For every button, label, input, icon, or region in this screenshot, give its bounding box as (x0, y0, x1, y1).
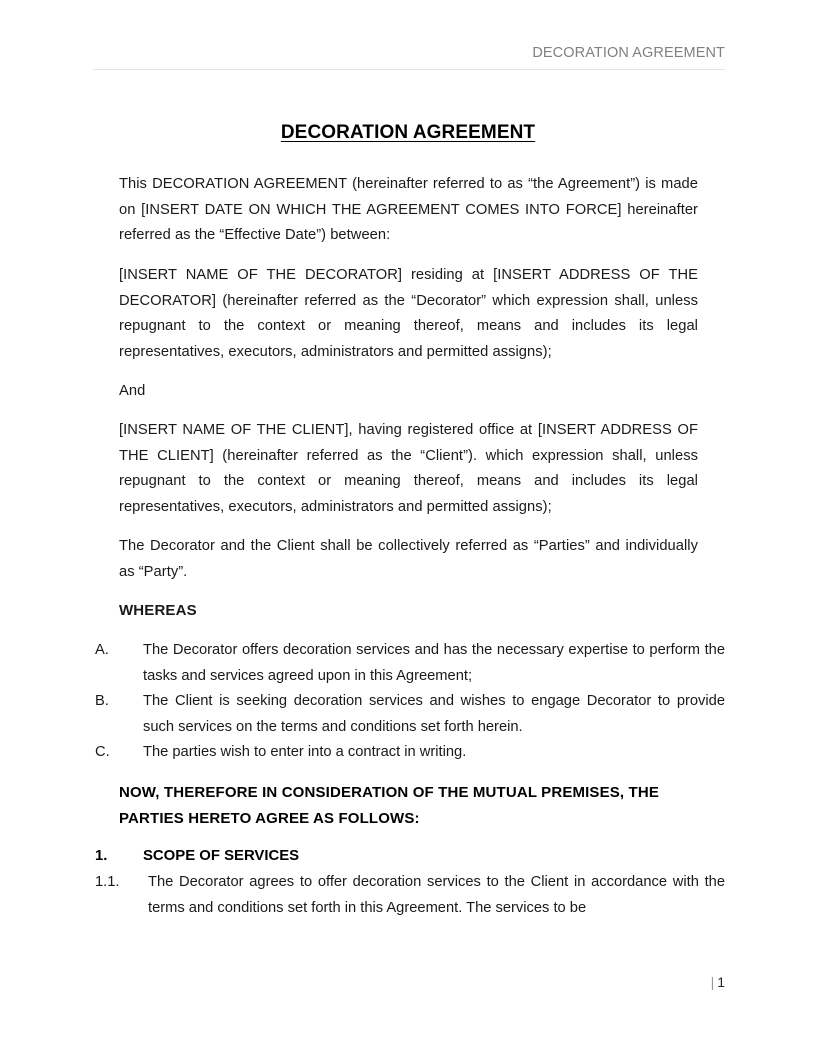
list-item-marker: A. (95, 642, 109, 658)
paragraph-client-party: [INSERT NAME OF THE CLIENT], having registered office at [INSERT ADDRESS OF THE CLIENT] (hereinafter referred as the “Client”). which expression shall, unless repugnant to the context or meaning thereof, means and includes its legal representatives, executors, administrators and permitted assigns); (119, 422, 698, 515)
section-number: 1. (95, 848, 108, 864)
page-footer (93, 972, 725, 992)
list-item-text: The parties wish to enter into a contract in writing. (143, 744, 467, 761)
clause-1-1 (95, 870, 725, 921)
paragraph-and-connector: And (119, 383, 146, 399)
whereas-heading: WHEREAS (119, 602, 197, 619)
running-header-title: DECORATION AGREEMENT (532, 45, 725, 61)
now-therefore-statement: NOW, THEREFORE IN CONSIDERATION OF THE MUTUAL PREMISES, THE PARTIES HERETO AGREE AS FOLLOWS: (119, 784, 659, 827)
list-item-marker: B. (95, 693, 109, 710)
header-divider-rule (93, 69, 725, 70)
paragraph-decorator-party: [INSERT NAME OF THE DECORATOR] residing at [INSERT ADDRESS OF THE DECORATOR] (hereinafter referred as the “Decorator” which expression shall, unless repugnant to the context or meaning thereof, means and includes its legal representatives, executors, administrators and permitted assigns); (119, 267, 698, 360)
recitals-list (95, 638, 725, 766)
document-body (0, 104, 816, 144)
page-title (0, 122, 816, 144)
footer-separator: | (710, 974, 715, 990)
footer-page-number: 1 (717, 974, 725, 990)
list-item (95, 689, 725, 740)
list-item-text: The Decorator offers decoration services and has the necessary expertise to perform the tasks and services agreed upon in this Agreement; (143, 642, 725, 684)
page-title-text: DECORATION AGREEMENT (280, 122, 536, 143)
list-item-text: The Client is seeking decoration services and wishes to engage Decorator to provide such services on the terms and conditions set forth herein. (143, 693, 725, 735)
section-title: SCOPE OF SERVICES (143, 848, 300, 864)
clause-number: 1.1. (95, 874, 120, 890)
list-item (95, 638, 725, 689)
paragraph-recital-intro: This DECORATION AGREEMENT (hereinafter referred to as “the Agreement”) is made on [INSERT DATE ON WHICH THE AGREEMENT COMES INTO FORCE] hereinafter referred as the “Effective Date”) between: (119, 176, 698, 244)
running-header (93, 44, 725, 62)
list-item-marker: C. (95, 744, 110, 761)
paragraph-parties-definition: The Decorator and the Client shall be collectively referred as “Parties” and individually as “Party”. (119, 538, 698, 580)
section-heading-scope-of-services (95, 844, 725, 870)
clause-text: The Decorator agrees to offer decoration services to the Client in accordance with the terms and conditions set forth in this Agreement. The services to be (148, 874, 725, 916)
list-item (95, 740, 725, 766)
